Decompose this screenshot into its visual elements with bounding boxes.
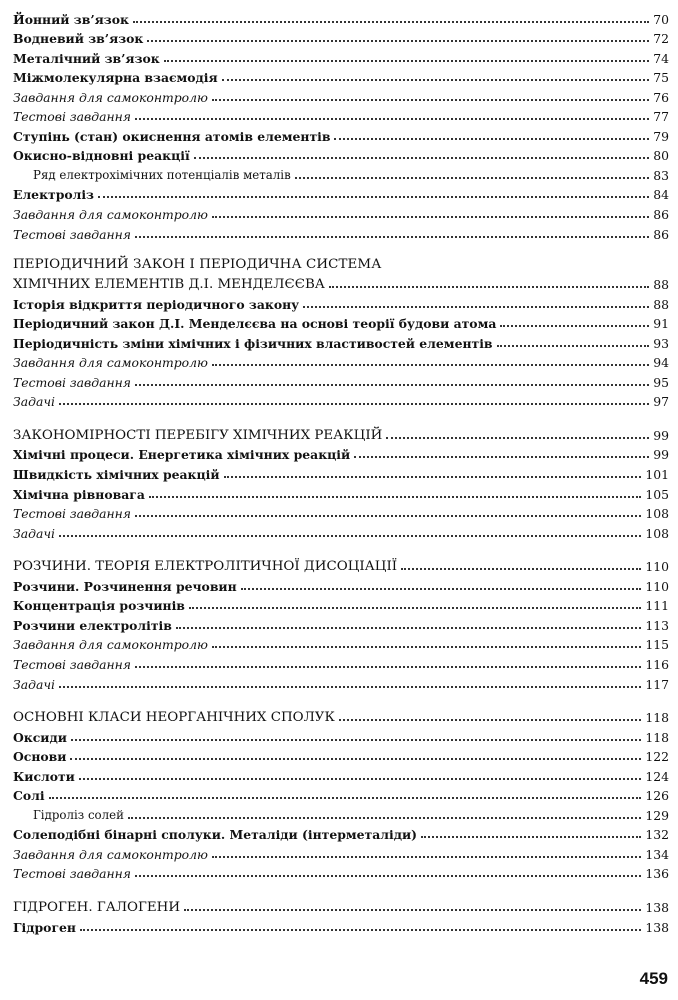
chapter-heading: [13, 706, 669, 726]
toc-entry-title: Ряд електрохімічних потенціалів металів: [33, 167, 291, 182]
dot-leader: [164, 60, 650, 62]
toc-page-number: 110: [645, 578, 669, 594]
toc-page-number: 113: [645, 617, 669, 633]
toc-page-number: 99: [653, 427, 669, 443]
toc-entry-title: Тестові завдання: [13, 374, 131, 390]
toc-entry-title: Завдання для самоконтролю: [13, 637, 208, 653]
dot-leader: [329, 286, 649, 288]
toc-entry: [13, 163, 669, 183]
toc-page-number: 110: [645, 559, 669, 575]
toc-page-number: 118: [645, 710, 669, 726]
dot-leader: [135, 384, 649, 386]
dot-leader: [133, 21, 649, 23]
dot-leader: [212, 364, 649, 366]
dot-leader: [59, 403, 649, 405]
toc-entry: [13, 370, 669, 390]
toc-page-number: 74: [653, 50, 669, 66]
dot-leader: [212, 99, 649, 101]
toc-entry: [13, 105, 669, 125]
toc-page-number: 132: [645, 827, 669, 843]
dot-leader: [80, 929, 641, 931]
dot-leader: [194, 157, 650, 159]
toc-section: [13, 7, 669, 242]
chapter-heading: [13, 555, 669, 575]
toc-entry: [13, 594, 669, 614]
toc-page-number: 79: [653, 128, 669, 144]
toc-entry-title: Тестові завдання: [13, 506, 131, 522]
dot-leader: [59, 686, 641, 688]
dot-leader: [401, 568, 641, 570]
toc-entry: [13, 390, 669, 410]
toc-entry: [13, 27, 669, 47]
toc-page-number: 108: [645, 506, 669, 522]
toc-entry-title: Хімічна рівновага: [13, 486, 145, 502]
toc-entry: [13, 823, 669, 843]
toc-section: [13, 423, 669, 540]
toc-entry-title: РОЗЧИНИ. ТЕОРІЯ ЕЛЕКТРОЛІТИЧНОЇ ДИСОЦІАЦІЇ: [13, 559, 398, 575]
dot-leader: [135, 666, 641, 668]
dot-leader: [189, 607, 641, 609]
dot-leader: [176, 627, 642, 629]
toc-page-number: 105: [645, 486, 669, 502]
toc-page-number: 86: [653, 207, 669, 223]
toc-page-number: 99: [653, 447, 669, 463]
chapter-heading: [13, 273, 669, 293]
toc-page-number: 88: [653, 296, 669, 312]
toc-entry-title: Кислоти: [13, 768, 75, 784]
dot-leader: [334, 138, 649, 140]
toc-page-number: 124: [645, 768, 669, 784]
toc-entry-title: Періодичний закон Д.І. Менделєєва на основі теорії будови атома: [13, 316, 497, 332]
toc-page-number: 91: [653, 316, 669, 332]
toc-entry: [13, 574, 669, 594]
toc-entry-title: Тестові завдання: [13, 226, 131, 242]
toc-page-number: 76: [653, 89, 669, 105]
toc-entry: [13, 46, 669, 66]
toc-section: [13, 256, 669, 410]
toc-entry: [13, 222, 669, 242]
toc-entry-title: ХІМІЧНИХ ЕЛЕМЕНТІВ Д.І. МЕНДЕЛЄЄВА: [13, 277, 325, 293]
toc-entry-title: Ступінь (стан) окиснення атомів елементів: [13, 128, 331, 144]
toc-page-number: 86: [653, 226, 669, 242]
chapter-heading: [13, 895, 669, 915]
dot-leader: [386, 437, 649, 439]
toc-entry: [13, 462, 669, 482]
toc-entry-title: Водневий зв’язок: [13, 31, 144, 47]
dot-leader: [241, 588, 642, 590]
toc-entry-title: Електроліз: [13, 187, 94, 203]
dot-leader: [303, 306, 649, 308]
toc-entry-title: Оксиди: [13, 729, 67, 745]
toc-entry: [13, 633, 669, 653]
toc-page-number: 75: [653, 70, 669, 86]
toc-entry-title: Завдання для самоконтролю: [13, 89, 208, 105]
toc-page-number: 80: [653, 148, 669, 164]
dot-leader: [224, 476, 642, 478]
toc-entry: [13, 842, 669, 862]
toc-entry-title: Основи: [13, 749, 67, 765]
dot-leader: [212, 646, 641, 648]
toc-page-number: 122: [645, 749, 669, 765]
dot-leader: [135, 236, 649, 238]
toc-page-number: 129: [645, 807, 669, 823]
toc-entry-title: Завдання для самоконтролю: [13, 846, 208, 862]
toc-entry-title: Розчини електролітів: [13, 617, 172, 633]
toc-page-number: 72: [653, 31, 669, 47]
toc-page-number: 136: [645, 866, 669, 882]
dot-leader: [184, 909, 641, 911]
toc-page-number: 95: [653, 374, 669, 390]
toc-page-number: 88: [653, 277, 669, 293]
dot-leader: [354, 456, 649, 458]
dot-leader: [128, 817, 641, 819]
dot-leader: [147, 40, 649, 42]
toc-page-number: 108: [645, 525, 669, 541]
toc-entry-title: Хімічні процеси. Енергетика хімічних реакцій: [13, 447, 351, 463]
toc-entry-title: Розчини. Розчинення речовин: [13, 578, 237, 594]
dot-leader: [212, 216, 649, 218]
dot-leader: [79, 778, 641, 780]
dot-leader: [295, 177, 650, 179]
toc-page-number: 94: [653, 355, 669, 371]
toc-entry: [13, 672, 669, 692]
toc-entry-title: Завдання для самоконтролю: [13, 355, 208, 371]
dot-leader: [135, 515, 641, 517]
toc-entry: [13, 292, 669, 312]
toc-entry-title: Періодичність зміни хімічних і фізичних властивостей елементів: [13, 335, 493, 351]
toc-entry: [13, 183, 669, 203]
chapter-title-line: ПЕРІОДИЧНИЙ ЗАКОН І ПЕРІОДИЧНА СИСТЕМА: [13, 256, 382, 272]
chapter-heading: [13, 423, 669, 443]
toc-page-number: 70: [653, 11, 669, 27]
toc-entry: [13, 784, 669, 804]
dot-leader: [421, 836, 641, 838]
toc-page-number: 83: [653, 167, 669, 183]
dot-leader: [71, 739, 641, 741]
toc-entry: [13, 915, 669, 935]
toc-page-number: 116: [645, 656, 669, 672]
dot-leader: [149, 496, 641, 498]
toc-entry-title: Гідроген: [13, 919, 76, 935]
dot-leader: [222, 79, 650, 81]
toc-entry-title: Йонний зв’язок: [13, 11, 129, 27]
toc-entry: [13, 613, 669, 633]
dot-leader: [500, 325, 649, 327]
toc-entry-title: Солеподібні бінарні сполуки. Металіди (інтерметаліди): [13, 827, 418, 843]
toc-section: [13, 895, 669, 934]
toc-entry: [13, 66, 669, 86]
toc-entry-title: Швидкість хімічних реакцій: [13, 467, 220, 483]
toc-entry-title: ГІДРОГЕН. ГАЛОГЕНИ: [13, 899, 181, 915]
dot-leader: [212, 856, 641, 858]
toc-entry: [13, 745, 669, 765]
toc-entry: [13, 144, 669, 164]
toc-entry-title: Міжмолекулярна взаємодія: [13, 70, 218, 86]
toc-entry-title: Концентрація розчинів: [13, 598, 185, 614]
toc-entry: [13, 803, 669, 823]
toc-entry: [13, 202, 669, 222]
toc-section: [13, 555, 669, 692]
toc-page-number: 93: [653, 335, 669, 351]
toc-entry: [13, 124, 669, 144]
toc-entry: [13, 443, 669, 463]
toc-page-number: 97: [653, 394, 669, 410]
dot-leader: [59, 535, 641, 537]
toc-page-number: 138: [645, 899, 669, 915]
toc-page-number: 134: [645, 846, 669, 862]
toc-entry: [13, 482, 669, 502]
toc-entry: [13, 312, 669, 332]
toc-page-number: 117: [645, 676, 669, 692]
toc-page-number: 138: [645, 919, 669, 935]
dot-leader: [135, 118, 649, 120]
toc-entry: [13, 351, 669, 371]
toc-entry: [13, 764, 669, 784]
toc-entry: [13, 7, 669, 27]
toc-entry-title: ЗАКОНОМІРНОСТІ ПЕРЕБІГУ ХІМІЧНИХ РЕАКЦІЙ: [13, 427, 383, 443]
toc-entry: [13, 725, 669, 745]
toc-entry: [13, 521, 669, 541]
toc-entry-title: Задачі: [13, 525, 56, 541]
toc-entry-title: Завдання для самоконтролю: [13, 207, 208, 223]
page-number: 459: [639, 969, 668, 988]
dot-leader: [98, 196, 649, 198]
toc-entry-title: Солі: [13, 788, 45, 804]
toc-page-number: 126: [645, 788, 669, 804]
toc-page-number: 118: [645, 729, 669, 745]
toc-entry-title: Металічний зв’язок: [13, 50, 160, 66]
toc-entry-title: ОСНОВНІ КЛАСИ НЕОРГАНІЧНИХ СПОЛУК: [13, 710, 335, 726]
toc-entry: [13, 331, 669, 351]
toc-entry-title: Тестові завдання: [13, 656, 131, 672]
toc-entry-title: Окисно-відновні реакції: [13, 148, 190, 164]
toc-page-number: 111: [645, 598, 669, 614]
toc-entry: [13, 652, 669, 672]
toc-entry-title: Історія відкриття періодичного закону: [13, 296, 300, 312]
toc-entry-title: Тестові завдання: [13, 109, 131, 125]
dot-leader: [339, 719, 642, 721]
dot-leader: [135, 875, 641, 877]
toc-page-number: 77: [653, 109, 669, 125]
toc-entry: [13, 862, 669, 882]
toc-page-number: 84: [653, 187, 669, 203]
toc-page-number: 115: [645, 637, 669, 653]
dot-leader: [49, 797, 642, 799]
toc-entry-title: Задачі: [13, 676, 56, 692]
toc-page-number: 101: [645, 467, 669, 483]
toc-entry-title: Задачі: [13, 394, 56, 410]
toc-section: [13, 706, 669, 882]
toc-entry: [13, 502, 669, 522]
toc-entry-title: Тестові завдання: [13, 866, 131, 882]
dot-leader: [497, 345, 650, 347]
table-of-contents: [13, 7, 669, 935]
toc-entry-title: Гідроліз солей: [33, 807, 124, 822]
toc-entry: [13, 85, 669, 105]
dot-leader: [70, 758, 641, 760]
